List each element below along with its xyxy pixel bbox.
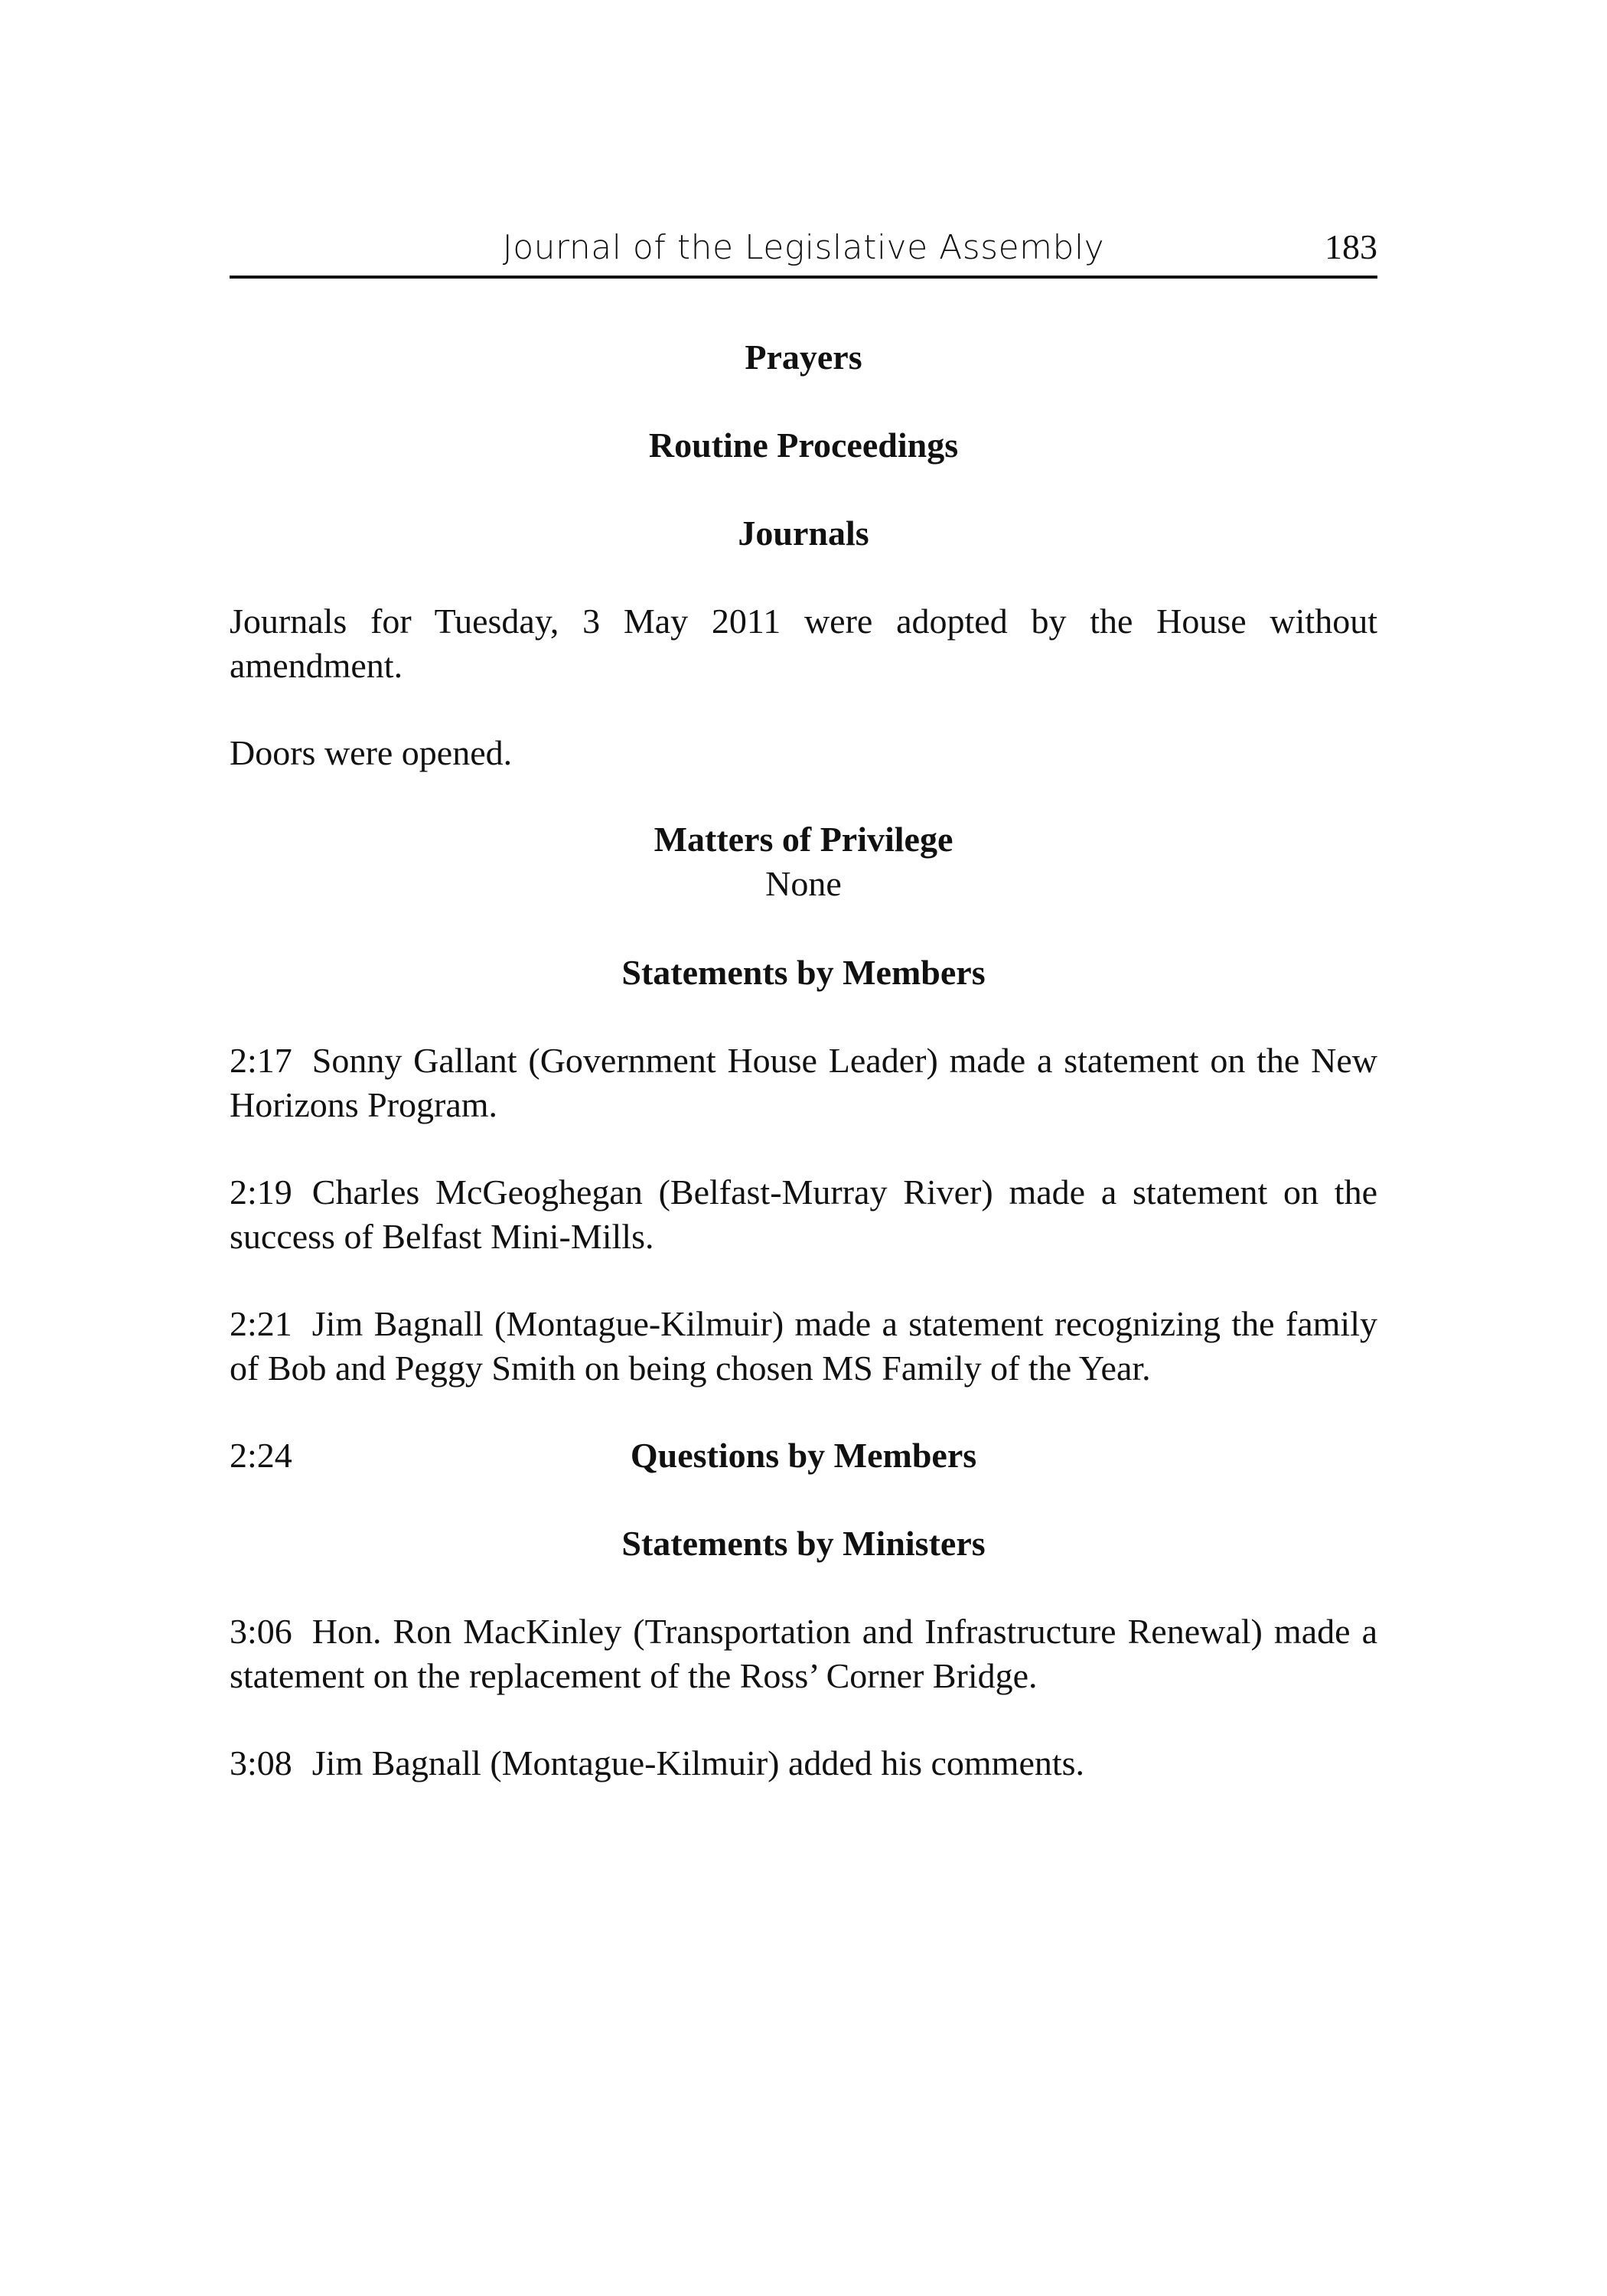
doors-paragraph: Doors were opened. [230,733,513,772]
header-title: Journal of the Legislative Assembly [502,228,1105,267]
member-statement [230,1039,1377,1127]
minister-statement [230,1741,1377,1786]
statement-time: 3:08 [230,1743,292,1782]
statement-text: Charles McGeoghegan (Belfast-Murray River) made a statement on the success of Belfast Mini-Mills. [230,1172,1377,1256]
privilege-none: None [765,864,842,903]
questions-row [230,1435,1377,1481]
heading-questions-by-members: Questions by Members [630,1436,977,1475]
statement-time: 2:21 [230,1304,292,1343]
statement-time: 2:17 [230,1041,292,1080]
questions-time: 2:24 [230,1436,292,1475]
minister-statement [230,1609,1377,1698]
journal-page [230,0,1377,2296]
statement-text: Jim Bagnall (Montague-Kilmuir) added his comments. [311,1743,1085,1782]
running-header [230,222,1377,279]
journals-paragraph: Journals for Tuesday, 3 May 2011 were adopted by the House without amendment. [230,602,1377,685]
heading-routine-proceedings: Routine Proceedings [648,426,959,465]
heading-journals: Journals [738,514,869,553]
statement-text: Jim Bagnall (Montague-Kilmuir) made a statement recognizing the family of Bob and Peggy Smith on being chosen MS Family of the Year. [230,1304,1377,1388]
member-statement [230,1302,1377,1391]
statement-text: Sonny Gallant (Government House Leader) made a statement on the New Horizons Program. [230,1041,1377,1124]
statement-text: Hon. Ron MacKinley (Transportation and Infrastructure Renewal) made a statement on the replacement of the Ross’ Corner Bridge. [230,1612,1377,1695]
statement-time: 2:19 [230,1172,292,1212]
heading-matters-of-privilege: Matters of Privilege [654,820,953,859]
statement-time: 3:06 [230,1612,292,1651]
member-statement [230,1170,1377,1259]
heading-prayers: Prayers [745,338,862,377]
page-number: 183 [1325,227,1377,266]
heading-statements-by-ministers: Statements by Ministers [621,1524,986,1563]
heading-statements-by-members: Statements by Members [621,953,986,992]
